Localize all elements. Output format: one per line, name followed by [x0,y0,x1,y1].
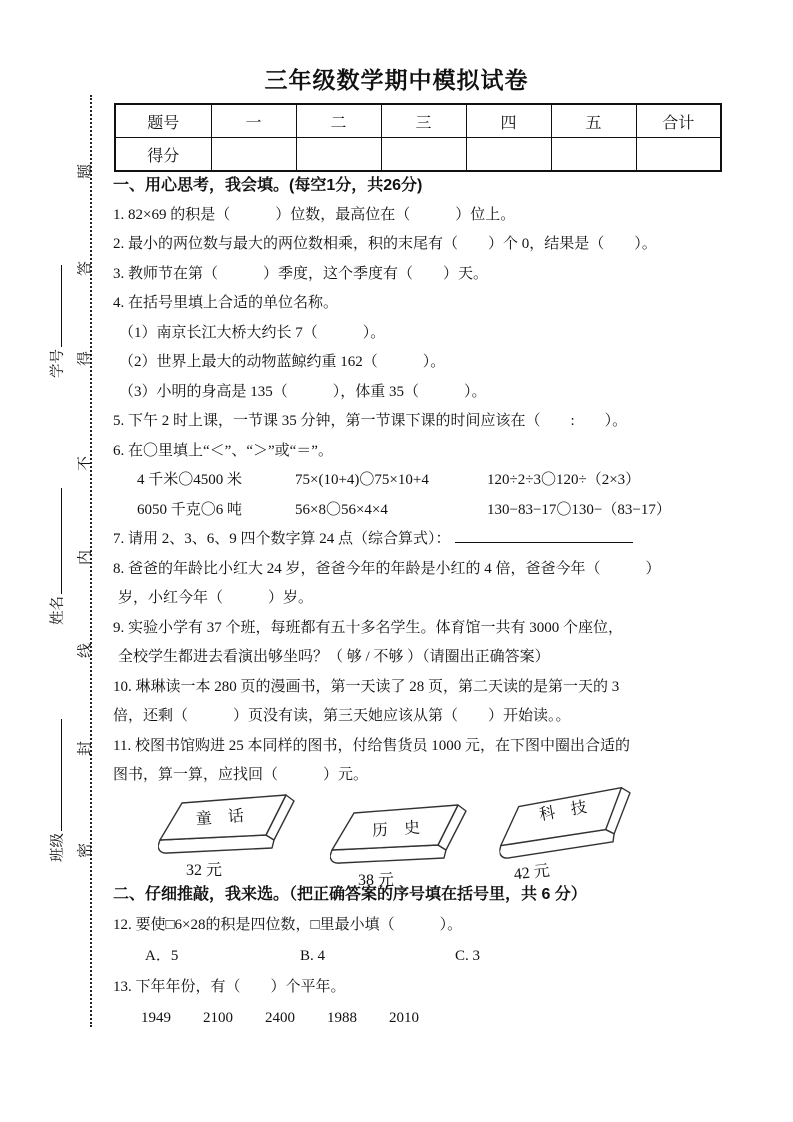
question-4: 4. 在括号里填上合适的单位名称。 [113,295,339,311]
question-9-line-1: 9. 实验小学有 37 个班，每班都有五十多名学生。体育馆一共有 3000 个座位， [113,619,624,636]
class-blank [46,719,62,831]
score-table-header-cell: 题号 [115,104,211,138]
book-fairy-tales [158,793,308,880]
class-field [46,719,66,862]
option-c: C. 3 [455,947,481,964]
year-item: 2100 [203,1009,233,1026]
seal-char: 题 [77,164,94,180]
name-field [46,488,66,625]
question-12-options [113,941,738,972]
question-7-answer-blank [455,525,633,543]
score-table-header-cell: 五 [551,104,636,138]
question-7 [113,525,738,555]
question-10-line-2: 倍，还剩（ ）页没有读，第三天她应该从第（ ）开始读。。 [113,708,571,724]
option-a: A．5 [145,947,179,964]
student-id-label: 学号 [50,349,66,378]
question-10-line-1: 10. 琳琳读一本 280 页的漫画书，第一天读了 28 页，第二天读的是第一天的 3 [113,678,620,695]
score-cell-empty [636,138,721,172]
score-table-header-cell: 一 [211,104,296,138]
question-12: 12. 要使□6×28的积是四位数，□里最小填（ ）。 [113,916,463,933]
question-7-text: 7. 请用 2、3、6、9 四个数字算 24 点（综合算式）： [113,531,451,547]
book-title: 历 史 [371,819,421,840]
question-11-line-1: 11. 校图书馆购进 25 本同样的图书，付给售货员 1000 元，在下图中圈出合适的 [113,737,630,754]
book-drawing [330,803,480,865]
book-illustrations [113,791,738,889]
book-history [330,803,480,890]
compare-item: 75×(10+4)〇75×10+4 [295,472,429,488]
question-3: 3. 教师节在第（ ）季度，这个季度有（ ）天。 [113,265,489,282]
score-table-header-cell: 合计 [636,104,721,138]
option-b: B. 4 [300,947,326,964]
exam-body [113,171,738,1034]
question-4-item-2: （2）世界上最大的动物蓝鲸约重 162（ ）。 [119,354,446,370]
score-cell-empty [551,138,636,172]
compare-item: 120÷2÷3〇120÷（2×3） [487,472,641,488]
seal-char: 答 [77,261,94,277]
score-table-header-cell: 三 [381,104,466,138]
book-title: 童 话 [195,807,245,828]
score-row-label: 得分 [115,138,211,172]
question-11-line-2: 图书，算一算，应找回（ ）元。 [113,767,369,783]
question-4-item-1: （1）南京长江大桥大约长 7（ ）。 [119,324,386,341]
compare-item: 56×8〇56×4×4 [295,501,388,518]
seal-char: 线 [77,643,94,659]
question-13-years [113,1003,738,1034]
question-8-line-2: 岁，小红今年（ ）岁。 [118,590,314,606]
score-table-header-row [115,104,721,138]
score-cell-empty [466,138,551,172]
score-cell-empty [296,138,381,172]
question-8-line-1: 8. 爸爸的年龄比小红大 24 岁，爸爸今年的年龄是小红的 4 倍，爸爸今年（ ） [113,560,661,577]
score-table [114,103,722,172]
book-science [494,783,652,885]
student-id-field [46,265,66,378]
name-blank [46,488,62,594]
question-6: 6. 在〇里填上“＜”、“＞”或“＝”。 [113,442,333,459]
seal-char: 封 [77,741,94,757]
section1-heading: 一、用心思考，我会填。(每空1分，共26分) [113,177,423,194]
score-table-header-cell: 二 [296,104,381,138]
student-id-blank [46,265,62,347]
question-2: 2. 最小的两位数与最大的两位数相乘，积的末尾有（ ）个 0，结果是（ ）。 [113,236,657,252]
name-label: 姓名 [50,596,66,625]
section2-heading: 二、仔细推敲，我来选。（把正确答案的序号填在括号里，共 6 分） [113,885,587,903]
question-9-line-2: 全校学生都进去看演出够坐吗？（ 够 / 不够 ）（请圈出正确答案） [118,649,550,665]
class-label: 班级 [50,833,66,862]
score-table-score-row [115,138,721,172]
book-drawing [158,793,308,855]
book-price: 38 元 [358,871,395,889]
section2 [113,879,738,1034]
question-6-row-2 [113,496,738,526]
score-cell-empty [211,138,296,172]
score-cell-empty [381,138,466,172]
question-4-item-3: （3）小明的身高是 135（ ），体重 35（ ）。 [119,383,487,400]
page-title: 三年级数学期中模拟试卷 [264,67,529,93]
question-5: 5. 下午 2 时上课，一节课 35 分钟，第一节课下课的时间应该在（ : ）。 [113,413,628,429]
book-price: 42 元 [513,862,551,883]
question-1: 1. 82×69 的积是（ ）位数，最高位在（ ）位上。 [113,206,516,223]
year-item: 1988 [327,1009,357,1026]
compare-item: 130−83−17〇130−（83−17） [487,501,671,518]
seal-char: 得 [77,351,94,367]
book-price: 32 元 [186,861,223,879]
year-item: 1949 [141,1009,171,1026]
question-13: 13. 下年年份，有（ ）个平年。 [113,978,346,995]
score-table-header-cell: 四 [466,104,551,138]
seal-char: 内 [77,550,94,566]
seal-char: 密 [77,843,94,859]
question-6-row-1 [113,466,738,496]
compare-item: 6050 千克〇6 吨 [137,501,243,518]
year-item: 2400 [265,1009,295,1026]
seal-char: 不 [77,456,94,472]
compare-item: 4 千米〇4500 米 [137,472,243,488]
book-title: 科 技 [537,798,589,824]
year-item: 2010 [389,1009,419,1026]
